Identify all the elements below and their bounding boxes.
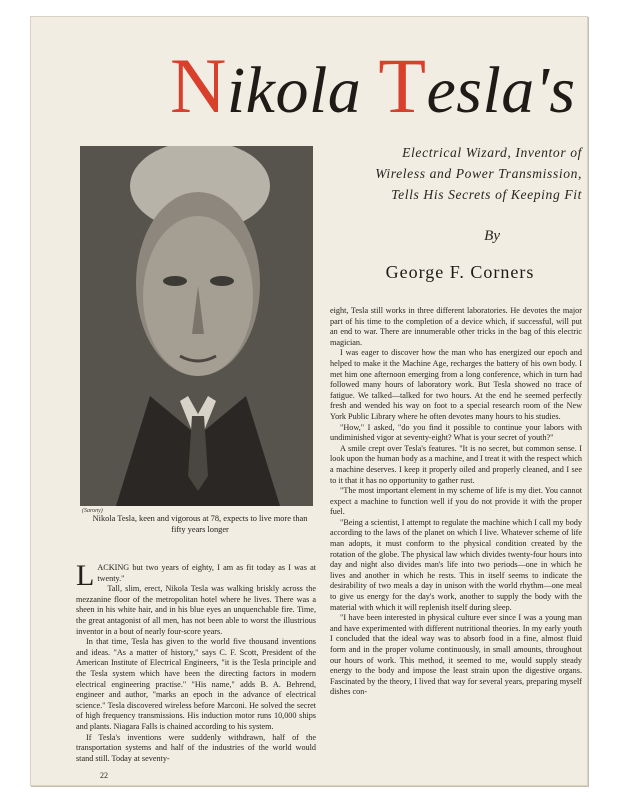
paragraph: I was eager to discover how the man who has energized our epoch and helped to make it the Machine Age, recharges the battery of his own body. I met him one afternoon emerging from a long conference, which in turn had followed many hours of laboratory work. But Tesla showed no trace of fatigue. We talked—talked for two hours. At the end he seemed perfectly fresh and wended his way on foot to a special research room of the New York Public Library where he often devotes many hours to his studies. [330,348,582,421]
article-column-right [330,306,582,698]
paragraph: Tall, slim, erect, Nikola Tesla was walking briskly across the mezzanine floor of the metropolitan hotel where he lives. There was a sheen in his white hair, and in his blue eyes an unquenchable fire. Time, the great antagonist of all men, has not been able to worst the illustrious inventor in a bout of nearly four-score years. [76,584,316,636]
paragraph: "Being a scientist, I attempt to regulate the machine which I call my body according to the laws of the planet on which I live. Whatever scheme of life man adopts, it must conform to the physical condition created by the rotation of the globe. The physical law which divides twenty-four hours into day and night also divides man's life into two periods—one in which he lives and another in which he rests. This in itself seems to indicate the desirability of two meals a day in unison with the world rhythm—one meal to give us energy for the day's work, another to supply the body with the material with which it will replenish itself during sleep. [330,517,582,612]
drop-cap: L [76,559,95,592]
photo-caption: Nikola Tesla, keen and vigorous at 78, expects to live more than fifty years longer [92,514,308,534]
byline-author: George F. Corners [385,262,535,282]
photo-credit: (Sarony) [82,508,103,514]
headline-initial-t: T [378,42,427,129]
subtitle-line-1: Electrical Wizard, Inventor of [402,145,582,160]
paragraph-text: ACKING but two years of eighty, I am as fit today as I was at twenty." [97,563,316,583]
headline-part-1: ikola [226,54,379,127]
article-column-left [76,559,316,764]
article-headline [170,42,580,129]
paragraph [76,559,316,592]
magazine-page [30,16,588,786]
portrait-photo [80,146,313,506]
paragraph: "The most important element in my scheme of life is my diet. You cannot expect a machine to function well if you do not provide it with the proper fuel. [330,486,582,517]
paragraph: "How," I asked, "do you find it possible to continue your labors with undiminished vigor at seventy-eight? What is your secret of youth?" [330,422,582,443]
article-subtitle [332,142,582,205]
paragraph: eight, Tesla still works in three different laboratories. He devotes the major part of his time to the completion of a device which, if successful, will put an end to war. There are innumerable other tricks in the bag of this electric magician. [330,306,582,347]
headline-part-2: esla's [426,54,576,127]
headline-initial-n: N [170,42,227,129]
paragraph: "I have been interested in physical culture ever since I was a young man and have experimented with different nutritional theories. In my early youth I concluded that the ideal way was to absorb food in a fine, almost fluid form and in the proper volume continuously, in small amounts, throughout our hours of work. This method, it seemed to me, would supply steady energy to the body and impose the least strain upon the digestive organs. Fascinated by the theory, I lived that way for several years, preparing myself dishes con- [330,613,582,697]
subtitle-line-2: Wireless and Power Transmission, [375,166,582,181]
paragraph: If Tesla's inventions were suddenly withdrawn, half of the transportation systems and half of the industries of the world would stand still. Today at seventy- [76,732,316,763]
byline-by: By [484,228,500,244]
page-number: 22 [100,771,108,780]
paragraph: In that time, Tesla has given to the world five thousand inventions and ideas. "As a matter of history," says C. F. Scott, President of the American Institute of Electrical Engineers, "it is the Tesla principle and the Tesla system which have been the directing factors in modern electrical engineering practise." "His name," adds B. A. Behrend, engineer and author, "marks an epoch in the advance of electrical science." Tesla discovered wireless before Marconi. He solved the secret of high frequency transmissions. His induction motor runs 10,000 ships and plants. Niagara Falls is chained according to his system. [76,637,316,731]
subtitle-line-3: Tells His Secrets of Keeping Fit [391,187,582,202]
paragraph: A smile crept over Tesla's features. "It is no secret, but common sense. I look upon the human body as a machine, and I treat it with the respect which a machine deserves. I keep it properly oiled and properly cleaned, and I see to it that it has no opportunity to gather rust. [330,443,582,485]
portrait-illustration [80,146,313,506]
